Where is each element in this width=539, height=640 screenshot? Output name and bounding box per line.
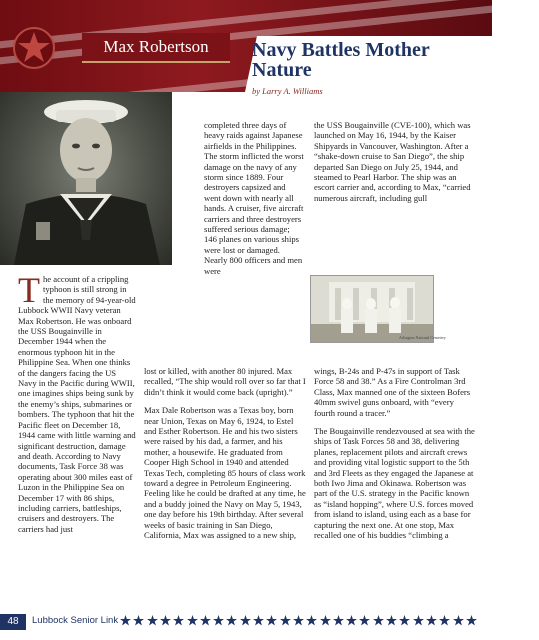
star-icon [333,615,344,626]
article-column-2-bottom [144,366,306,549]
star-icon [187,615,198,626]
star-icon [439,615,450,626]
star-icon [386,615,397,626]
article-column-3-bottom [314,366,476,549]
star-icon [226,615,237,626]
article-byline: by Larry A. Williams [252,86,323,96]
star-icon [253,615,264,626]
star-icon [306,615,317,626]
person-name: Max Robertson [103,37,209,56]
paragraph: the USS Bougainville (CVE-100), which was launched on May 16, 1944, by the Kaiser Shipyards in Vancouver, Washington. After a “shake-down cruise to San Diego”, the ship departed San Diego on July 25, 1944, and steamed to Pearl Harbor. The ship was an escort carrier and, according to Max, “carried numerous aircraft, including gull [314,120,471,203]
article-title: Navy Battles Mother Nature [252,39,430,81]
star-emblem-icon [12,26,56,70]
page-footer [0,612,492,640]
star-icon [293,615,304,626]
drop-cap: T [18,270,40,310]
paragraph: lost or killed, with another 80 injured. Max recalled, “The ship would roll over so far that I didn’t think it would come back (upright).” [144,366,306,397]
star-icon [120,615,131,626]
star-icon [200,615,211,626]
star-icon [346,615,357,626]
star-icon [173,615,184,626]
person-name-tag [82,33,230,63]
sailor-portrait-photo [0,92,172,265]
paragraph: completed three days of heavy raids against Japanese airfields in the Philippines. The storm inflicted the worst damage on the navy of any storm since 1889. Four destroyers capsized and went down with nearly all hands. A cruiser, five aircraft carriers and three destroyers suffered serious damage; 146 planes on various ships were lost or damaged. Nearly 800 officers and men were [204,120,304,276]
star-icon [426,615,437,626]
star-icon [280,615,291,626]
arlington-cemetery-photo [310,275,446,343]
article-column-1 [18,270,136,542]
star-icon [160,615,171,626]
paragraph: The Bougainville rendezvoused at sea with the ships of Task Forces 58 and 38, delivering planes, replacement pilots and aircraft crews and providing vital logistic support to the 5th and 3rd Fleets as they engaged the Japanese at both Iwo Jima and Okinawa. Robertson was part of the U.S. strategy in the Pacific known as “island hopping”, where U.S. forces moved from island to island, using each as a base for capturing the next one. At one stop, Max recalled one of his buddies “climbing a [314,426,475,541]
page-number: 48 [0,614,26,630]
article-column-3-top [314,120,476,211]
star-icon [266,615,277,626]
star-icon [147,615,158,626]
star-icon [373,615,384,626]
star-icon [359,615,370,626]
photo-caption: Arlington National Cemetery [399,335,446,340]
star-icon [466,615,477,626]
star-icon [240,615,251,626]
paragraph: Max Dale Robertson was a Texas boy, born near Union, Texas on May 6, 1924, to Estel and Esther Robertson. He and his two sisters were raised by his dad, a farmer, and his mother, a housewife. He graduated from Cooper High School in 1940 and attended Texas Tech, completing 85 hours of class work toward a degree in Petroleum Engineering. Feeling like he could be drafted at any time, he and a buddy joined the Navy on May 5, 1943, one day before his 19th birthday. After several weeks of basic training in San Diego, California, Max was assigned to a new ship, [144,405,306,541]
star-icon [320,615,331,626]
paragraph: wings, B-24s and P-47s in support of Task Force 58 and 38.” As a Fire Controlman 3rd Class, Max manned one of the sixteen Bofers 40mm swivel guns onboard, with “every fourth round a tracer.” [314,366,471,418]
star-icon [133,615,144,626]
publication-name: Lubbock Senior Link [32,615,119,626]
intro-text: he account of a crippling typhoon is still strong in the memory of 94-year-old Lubbock WWII Navy veteran Max Robertson. He was onboard the USS Bougainville in December 1944 when the enormous typhoon hit in the Philippine Sea. When one thinks of the dangers facing the US Navy in the Pacific during WWII, one imagines ships being sunk by the enemy’s ships, submarines or bombers. The typhoon that hit the Pacific fleet on December 18, 1944 came with little warning and significant destruction, damage and death. According to Navy documents, Task Force 38 was operating about 300 miles east of Luzon in the Philippine Sea on December 17 with 86 ships, including carriers, battleships, cruisers and destroyers. The carriers had just [18,274,136,534]
star-icon [453,615,464,626]
star-icon [399,615,410,626]
star-icon [213,615,224,626]
article-column-2-top [204,120,304,284]
intro-paragraph [18,270,136,534]
star-icon [413,615,424,626]
